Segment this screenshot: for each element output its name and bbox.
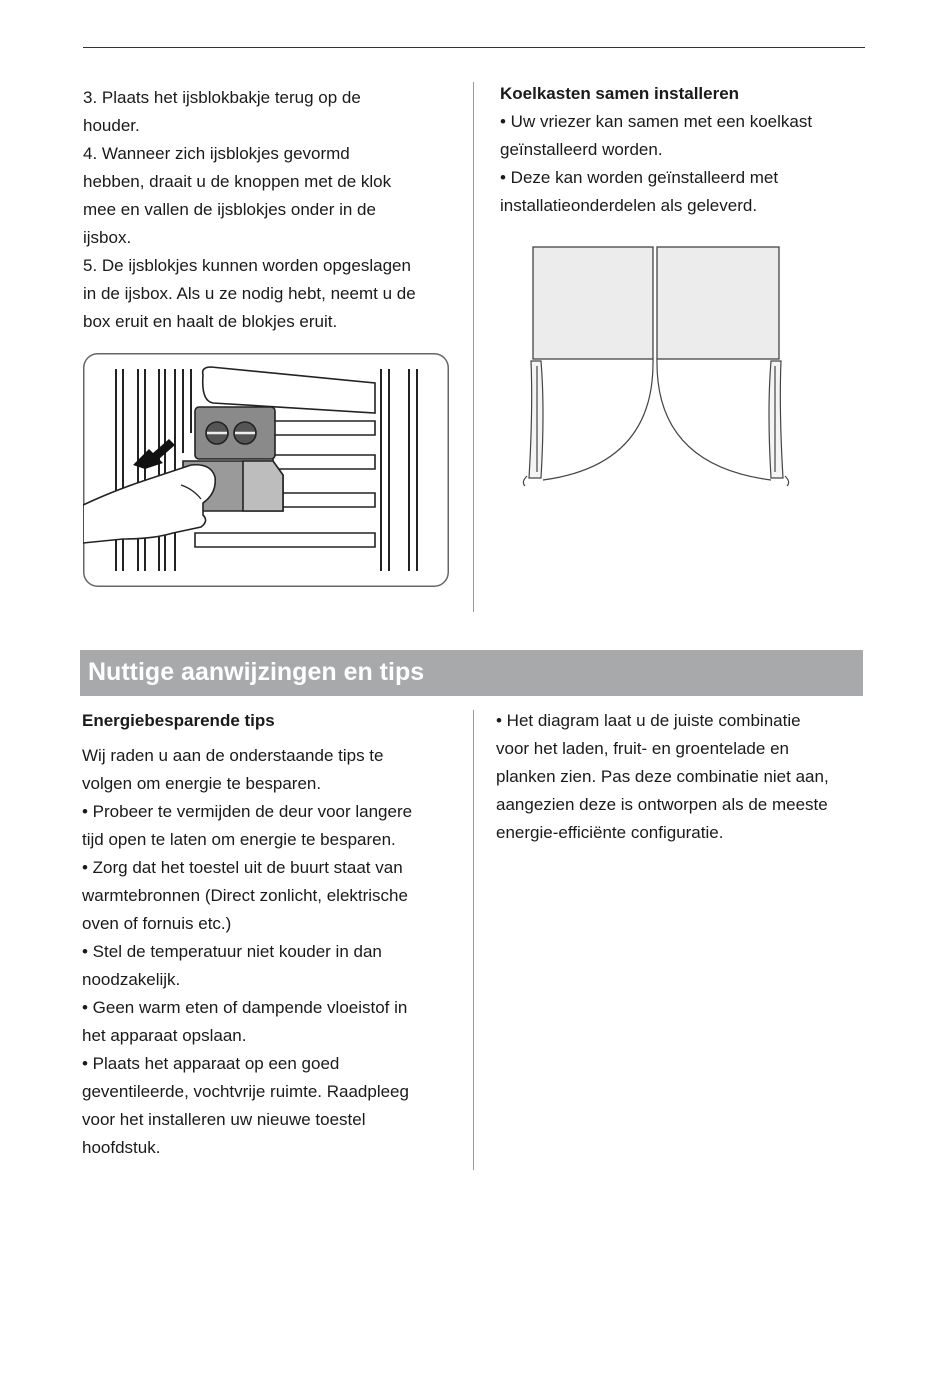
- text-line: oven of fornuis etc.): [82, 914, 232, 933]
- text-line: voor het installeren uw nieuwe toestel: [82, 1110, 366, 1129]
- text-line: • Zorg dat het toestel uit de buurt staat van: [82, 858, 403, 877]
- text-line: het apparaat opslaan.: [82, 1026, 247, 1045]
- text-line: installatieonderdelen als geleverd.: [500, 196, 758, 215]
- text-line: • Geen warm eten of dampende vloeistof in: [82, 998, 408, 1017]
- text-line: • Uw vriezer kan samen met een koelkast: [500, 112, 813, 131]
- text-line: ijsbox.: [83, 228, 132, 247]
- text-line: hebben, draait u de knoppen met de klok: [83, 172, 392, 191]
- text-line: geïnstalleerd worden.: [500, 140, 663, 159]
- text-line: noodzakelijk.: [82, 970, 181, 989]
- ice-box-illustration: [83, 353, 449, 587]
- text-line: volgen om energie te besparen.: [82, 774, 322, 793]
- text-line: • Probeer te vermijden de deur voor langere: [82, 802, 413, 821]
- column-divider: [473, 82, 474, 612]
- text-line: • Het diagram laat u de juiste combinatie: [496, 711, 801, 730]
- text-line: Wij raden u aan de onderstaande tips te: [82, 746, 384, 765]
- text-line: geventileerde, vochtvrije ruimte. Raadpleeg: [82, 1082, 409, 1101]
- column-divider: [473, 710, 474, 1170]
- text-line: tijd open te laten om energie te besparen.: [82, 830, 396, 849]
- text-line: box eruit en haalt de blokjes eruit.: [83, 312, 338, 331]
- text-line: houder.: [83, 116, 140, 135]
- text-line: aangezien deze is ontworpen als de meeste: [496, 795, 828, 814]
- text-line: 3. Plaats het ijsblokbakje terug op de: [83, 88, 361, 107]
- text-line: mee en vallen de ijsblokjes onder in de: [83, 200, 376, 219]
- text-line: planken zien. Pas deze combinatie niet aan,: [496, 767, 829, 786]
- text-line: warmtebronnen (Direct zonlicht, elektrische: [82, 886, 408, 905]
- text-line: voor het laden, fruit- en groentelade en: [496, 739, 789, 758]
- text-line: • Plaats het apparaat op een goed: [82, 1054, 340, 1073]
- text-line: • Deze kan worden geïnstalleerd met: [500, 168, 779, 187]
- text-line: 5. De ijsblokjes kunnen worden opgeslagen: [83, 256, 411, 275]
- side-by-side-diagram: [515, 240, 805, 490]
- section-heading: Energiebesparende tips: [82, 711, 275, 730]
- section-banner: [80, 650, 863, 696]
- header-rule: [83, 47, 865, 48]
- text-line: energie-efficiënte configuratie.: [496, 823, 724, 842]
- section-heading: Koelkasten samen installeren: [500, 84, 740, 103]
- text-line: hoofdstuk.: [82, 1138, 161, 1157]
- text-line: • Stel de temperatuur niet kouder in dan: [82, 942, 382, 961]
- section-title: Nuttige aanwijzingen en tips: [88, 658, 425, 686]
- text-line: in de ijsbox. Als u ze nodig hebt, neemt u de: [83, 284, 416, 303]
- text-line: 4. Wanneer zich ijsblokjes gevormd: [83, 144, 350, 163]
